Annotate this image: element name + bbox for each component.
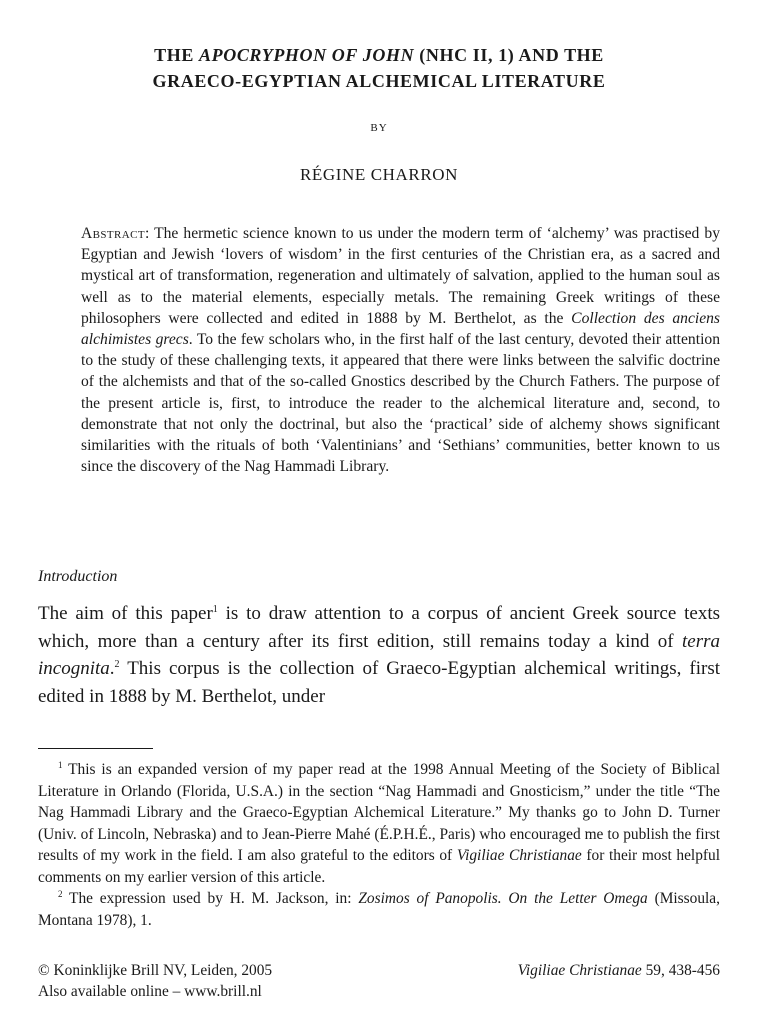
article-title <box>38 42 720 94</box>
footnote-ref-2[interactable]: 2 <box>114 659 120 670</box>
footer-journal-citation <box>518 960 720 981</box>
footnote-2-text-part-1: The expression used by H. M. Jackson, in: <box>62 890 359 907</box>
footnote-1-italic: Vigiliae Christianae <box>456 847 582 864</box>
footnote-divider <box>38 748 153 749</box>
footnote-1-text-part-2: for their most helpful comments on my earlier version of this article. <box>38 847 720 886</box>
online-availability-line[interactable]: Also available online – www.brill.nl <box>38 983 262 1000</box>
footnote-mark-1: 1 <box>58 760 63 770</box>
footer-publisher <box>38 960 272 1002</box>
author-name: RÉGINE CHARRON <box>299 165 459 184</box>
footnote-1 <box>38 759 720 888</box>
article-title-line-1 <box>38 42 720 68</box>
title-italic-work: APOCRYPHON OF JOHN <box>199 45 415 65</box>
abstract-text-part-1: : The hermetic science known to us under the modern term of ‘alchemy’ was practised by Egyptian and Jewish ‘lovers of wisdom’ in the first centuries of the Christian era, as a sacred and mystical art of transformation, regeneration and ultimately of salvation, applied to the human soul as well as to the material elements, especially metals. The remaining Greek writings of these philosophers were collected and edited in 1888 by M. Berthelot, as the <box>81 225 720 327</box>
body-text-part-4: This corpus is the collection of Graeco-Egyptian alchemical writings, first edited in 1888 by M. Berthelot, under <box>38 658 720 707</box>
footnotes <box>38 759 720 931</box>
title-prefix: THE <box>154 45 200 65</box>
footnote-2-italic: Zosimos of Panopolis. On the Letter Omega <box>358 890 648 907</box>
copyright-line: © Koninklijke Brill NV, Leiden, 2005 <box>38 962 273 979</box>
footnote-mark-2: 2 <box>58 889 63 899</box>
paper-page <box>38 0 720 1024</box>
article-title-line-2: GRAECO-EGYPTIAN ALCHEMICAL LITERATURE <box>152 71 606 91</box>
body-paragraph <box>38 600 720 710</box>
journal-volume-pages: 59, 438-456 <box>641 962 720 979</box>
footnote-ref-1[interactable]: 1 <box>212 604 218 615</box>
byline: BY <box>370 122 388 134</box>
body-text-part-3: . <box>109 658 115 679</box>
title-suffix: (NHC II, 1) AND THE <box>414 45 604 65</box>
abstract <box>81 223 720 477</box>
abstract-italic-title: Collection des anciens alchimistes grecs <box>81 309 720 349</box>
body-text-part-2: is to draw attention to a corpus of ancient Greek source texts which, more than a century after its first edition, still remains today a kind of <box>38 603 720 652</box>
journal-name: Vigiliae Christianae <box>517 962 642 979</box>
abstract-label: Abstract <box>81 225 145 242</box>
footnote-2-text-part-2: (Missoula, Montana 1978), 1. <box>38 890 720 929</box>
body-text-part-1: The aim of this paper <box>38 603 213 624</box>
body-italic-phrase: terra incognita <box>38 630 720 679</box>
abstract-text-part-2: . To the few scholars who, in the first half of the last century, devoted their attention to the study of these challenging texts, it appeared that there were links between the salvific doctrine of the alchemists and that of the so-called Gnostics described by the Church Fathers. The purpose of the present article is, first, to introduce the reader to the alchemical literature and, second, to demonstrate that not only the doctrinal, but also the ‘practical’ side of alchemy shows significant similarities with the rituals of both ‘Valentinians’ and ‘Sethians’ communities, better known to us since the discovery of the Nag Hammadi Library. <box>81 331 720 476</box>
section-heading: Introduction <box>38 568 118 585</box>
footnote-2 <box>38 888 720 931</box>
footnote-1-text-part-1: This is an expanded version of my paper read at the 1998 Annual Meeting of the Society of Biblical Literature in Orlando (Florida, U.S.A.) in the section “Nag Hammadi and Gnosticism,” under the title “The Nag Hammadi Library and the Graeco-Egyptian Alchemical Literature.” My thanks go to John D. Turner (Univ. of Lincoln, Nebraska) and to Jean-Pierre Mahé (É.P.H.É., Paris) who encouraged me to publish the first results of my work in the field. I am also grateful to the editors of <box>38 761 720 864</box>
